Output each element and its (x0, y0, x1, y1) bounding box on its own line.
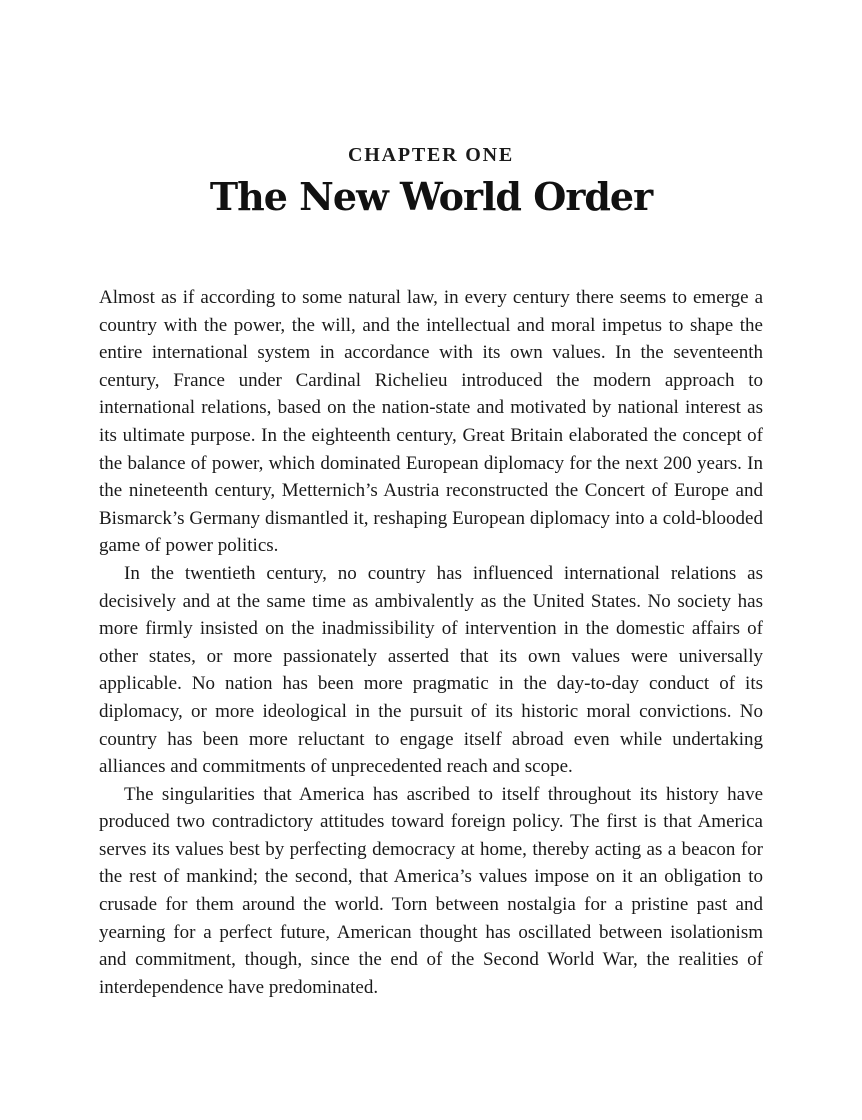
paragraph-3: The singularities that America has ascribed to itself throughout its history have produced two contradictory attitudes toward foreign policy. The first is that America serves its values best by perfecting democracy at home, thereby acting as a beacon for the rest of mankind; the second, that America’s values impose on it an obligation to crusade for them around the world. Torn between nostalgia for a pristine past and yearning for a perfect future, American thought has oscillated between isolationism and commitment, though, since the end of the Second World War, the realities of interdependence have predominated. (99, 783, 763, 998)
chapter-label: CHAPTER ONE (348, 144, 514, 166)
paragraph-2: In the twentieth century, no country has influenced international relations as decisively and at the same time as ambivalently as the United States. No society has more firmly insisted on the inadmissibility of intervention in the domestic affairs of other states, or more passionately asserted that its own values were universally applicable. No nation has been more pragmatic in the day-to-day conduct of its diplomacy, or more ideological in the pursuit of its historic moral convictions. No country has been more reluctant to engage itself abroad even while undertaking alliances and commitments of unprecedented reach and scope. (99, 562, 763, 778)
paragraph-1: Almost as if according to some natural law, in every century there seems to emerge a country with the power, the will, and the intellectual and moral impetus to shape the entire international system in accordance with its own values. In the seventeenth century, France under Cardinal Richelieu introduced the modern approach to international relations, based on the nation-state and motivated by national interest as its ultimate purpose. In the eighteenth century, Great Britain elaborated the concept of the balance of power, which dominated European diplomacy for the next 200 years. In the nineteenth century, Metternich’s Austria reconstructed the Concert of Europe and Bismarck’s Germany dismantled it, reshaping European diplomacy into a cold-blooded game of power politics. (99, 287, 763, 557)
chapter-title: The New World Order (209, 174, 653, 219)
chapter-body (99, 284, 763, 1001)
